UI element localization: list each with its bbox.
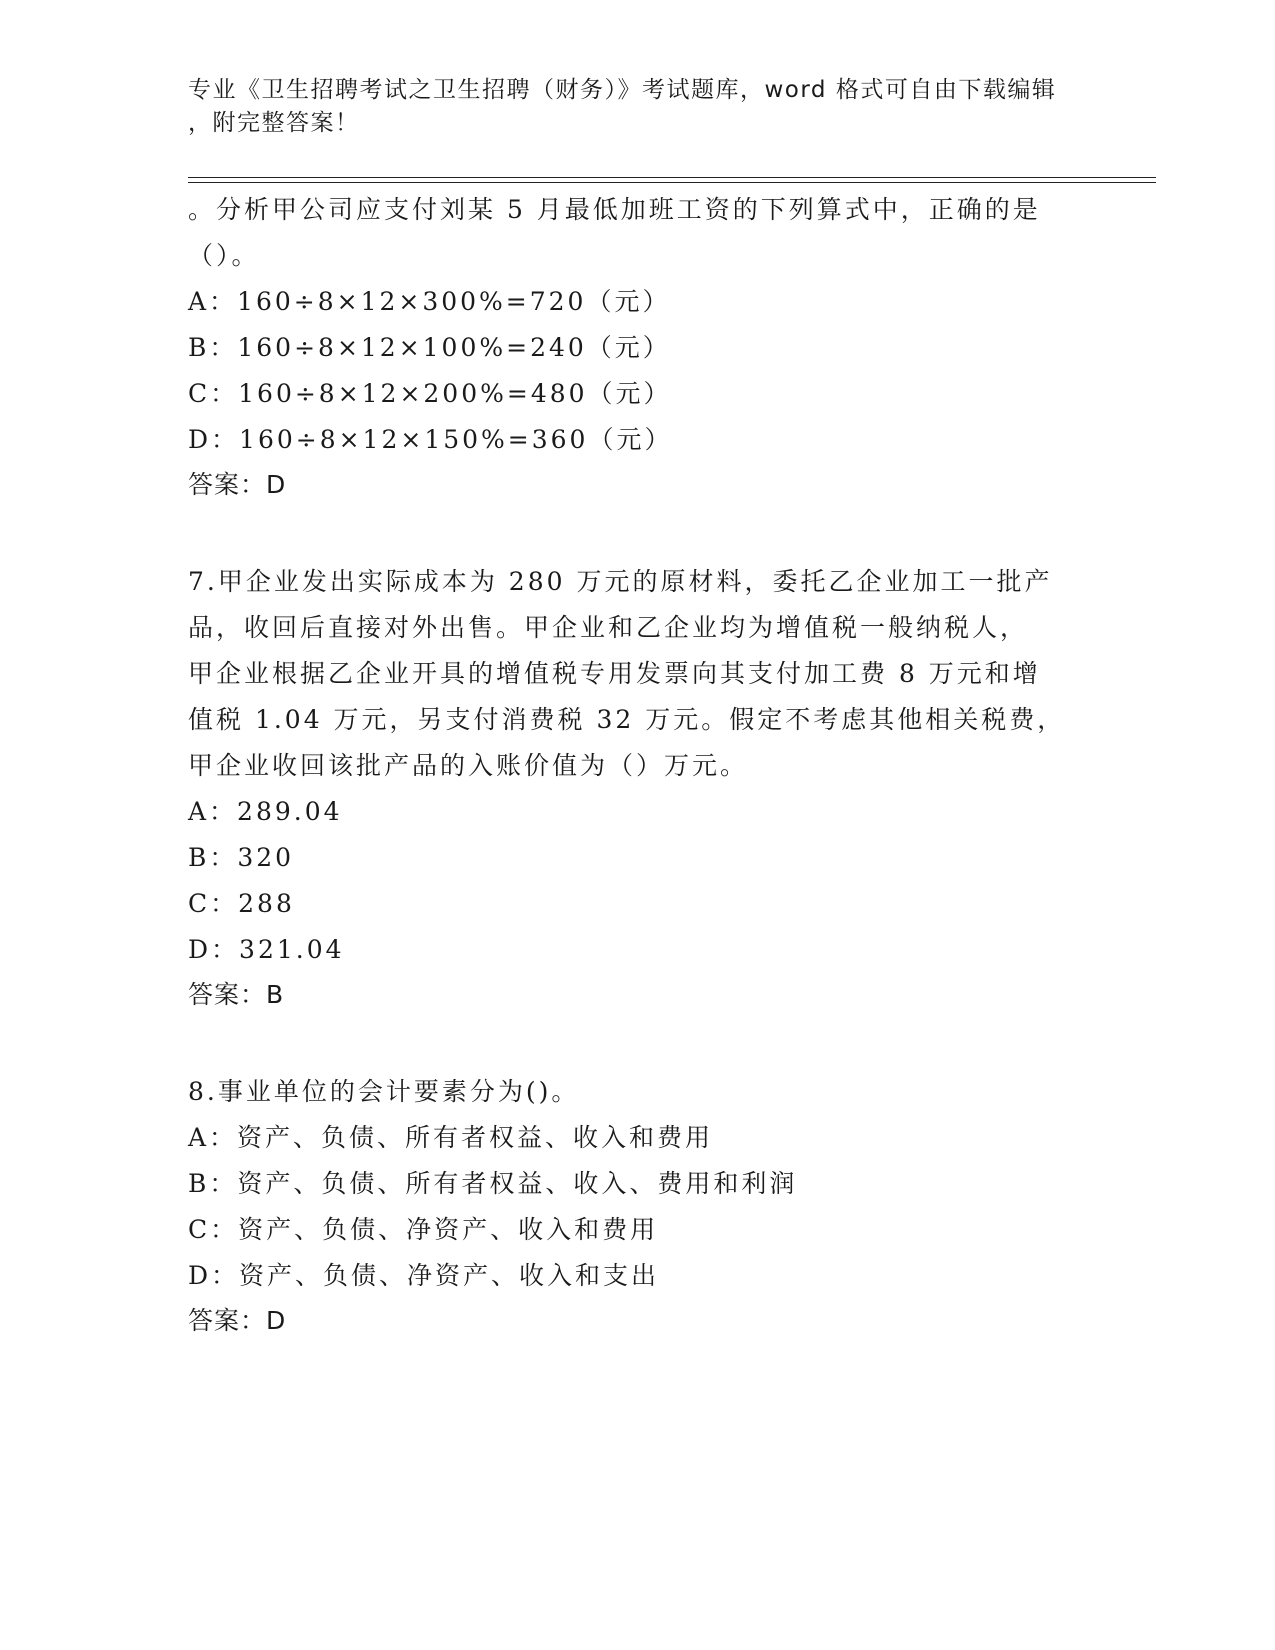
document-header bbox=[188, 74, 1088, 140]
header-line-1: 专业《卫生招聘考试之卫生招聘（财务）》考试题库，word 格式可自由下载编辑 bbox=[188, 77, 1057, 103]
question-8 bbox=[188, 1069, 1068, 1343]
option-a: A：160÷8×12×300%=720（元） bbox=[188, 287, 671, 316]
answer-line: 答案：D bbox=[188, 1306, 287, 1335]
question-stem-line: 7.甲企业发出实际成本为 280 万元的原材料，委托乙企业加工一批产 bbox=[188, 567, 1053, 596]
question-stem-line: 甲企业根据乙企业开具的增值税专用发票向其支付加工费 8 万元和增 bbox=[188, 659, 1041, 688]
question-list bbox=[188, 187, 1068, 1343]
header-divider-bottom bbox=[188, 182, 1156, 183]
question-stem-line: 品，收回后直接对外出售。甲企业和乙企业均为增值税一般纳税人， bbox=[188, 613, 1029, 642]
question-stem-line: 8.事业单位的会计要素分为()。 bbox=[188, 1077, 580, 1106]
question-7 bbox=[188, 559, 1068, 1017]
option-b: B：320 bbox=[188, 843, 295, 872]
option-b: B：160÷8×12×100%=240（元） bbox=[188, 333, 671, 362]
question-stem-line: （）。 bbox=[188, 241, 260, 270]
option-a: A：资产、负债、所有者权益、收入和费用 bbox=[188, 1123, 714, 1152]
answer-line: 答案：D bbox=[188, 470, 287, 499]
option-d: D：资产、负债、净资产、收入和支出 bbox=[188, 1261, 660, 1290]
answer-line: 答案：B bbox=[188, 980, 285, 1009]
question-stem-line: 甲企业收回该批产品的入账价值为（）万元。 bbox=[188, 751, 749, 780]
question-6 bbox=[188, 187, 1068, 507]
header-line-2: ，附完整答案！ bbox=[188, 110, 360, 136]
option-b: B：资产、负债、所有者权益、收入、费用和利润 bbox=[188, 1169, 798, 1198]
option-c: C：160÷8×12×200%=480（元） bbox=[188, 379, 672, 408]
option-d: D：160÷8×12×150%=360（元） bbox=[188, 425, 673, 454]
question-stem-line: 。分析甲公司应支付刘某 5 月最低加班工资的下列算式中，正确的是 bbox=[188, 195, 1041, 224]
option-a: A：289.04 bbox=[188, 797, 343, 826]
option-c: C：资产、负债、净资产、收入和费用 bbox=[188, 1215, 659, 1244]
header-divider-top bbox=[188, 177, 1156, 178]
question-stem-line: 值税 1.04 万元，另支付消费税 32 万元。假定不考虑其他相关税费， bbox=[188, 705, 1066, 734]
option-d: D：321.04 bbox=[188, 935, 345, 964]
option-c: C：288 bbox=[188, 889, 295, 918]
